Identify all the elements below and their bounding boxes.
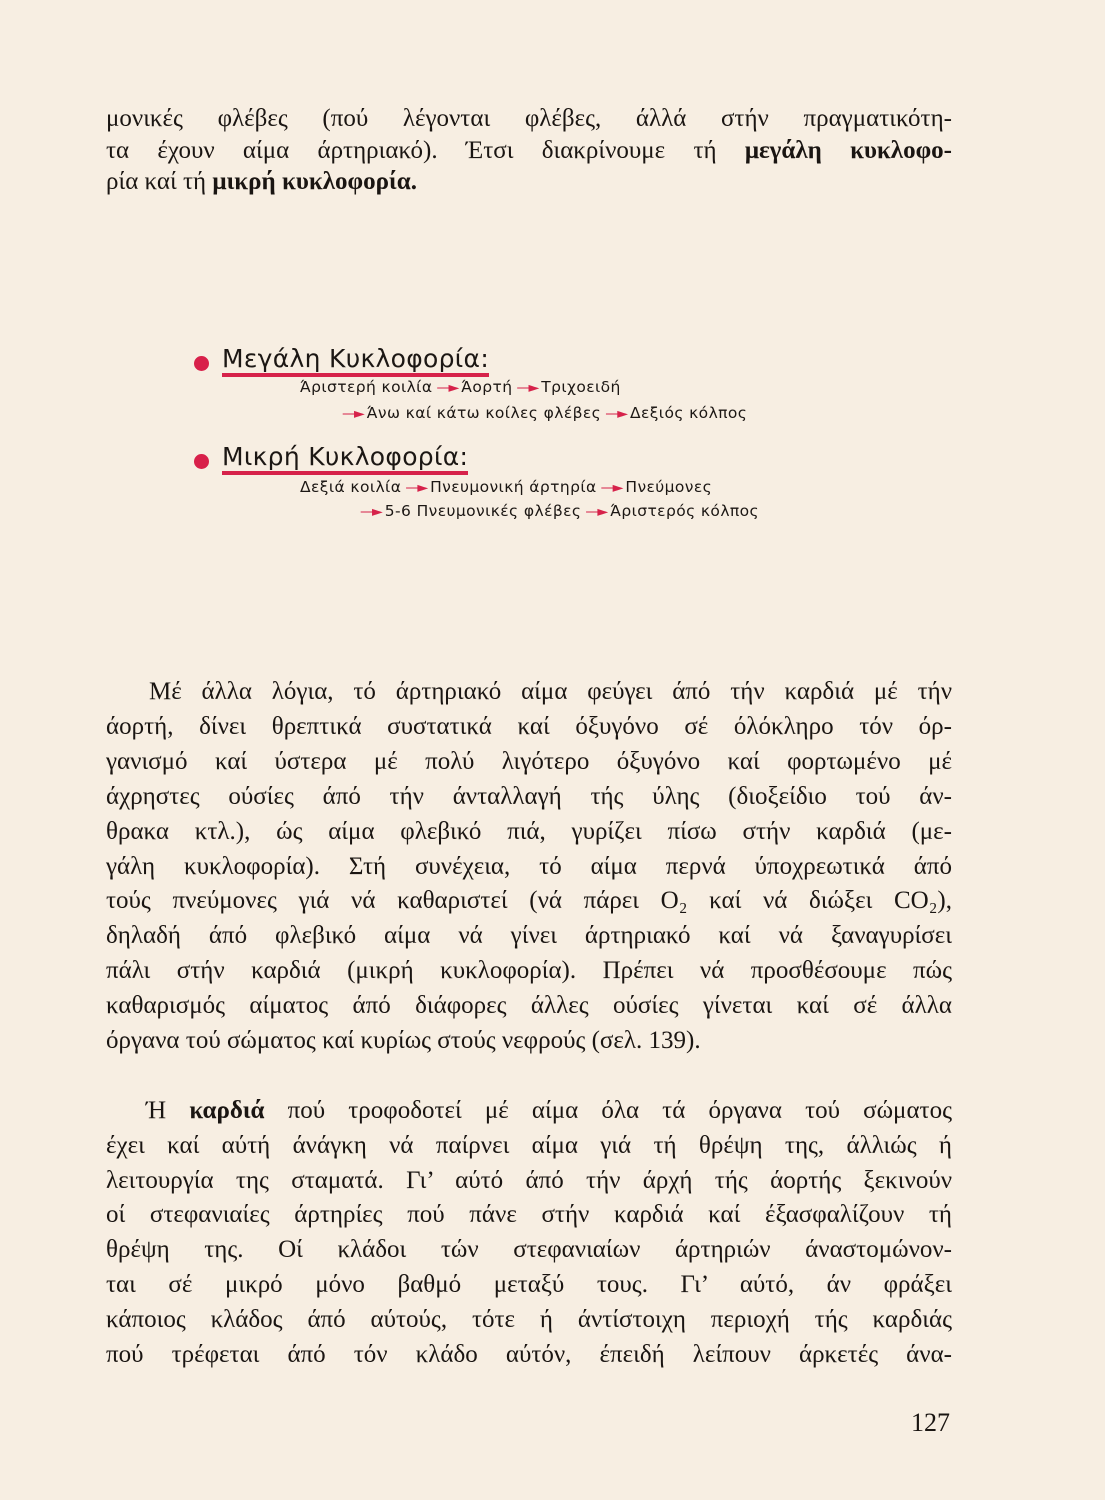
p3-line-first: Ή καρδιά πού τροφοδοτεί μέ αίμα όλα τά όργανα τού σώματος [146, 1097, 953, 1124]
p2-line: γάλη κυκλοφορία). Στή συνέχεια, τό αίμα περνά ύποχρεωτικά άπό [106, 852, 952, 880]
intro-paragraph [106, 103, 952, 198]
p2-line: δηλαδή άπό φλεβικό αίμα νά γίνει άρτηριακό καί νά ξαναγυρίσει [106, 922, 952, 950]
arrow-icon: —► [360, 504, 381, 520]
arrow-icon: —► [436, 380, 458, 396]
intro-line-3: ρία καί τή μικρή κυκλοφορία. [106, 168, 417, 196]
arrow-icon: —► [600, 480, 622, 496]
p2-line: τούς πνεύμονες γιά νά καθαριστεί (νά πάρει O₂ καί νά διώξει CO₂), [106, 887, 952, 915]
arrow-icon: —► [585, 504, 607, 520]
big-circulation-row-1: Άριστερή κοιλία —► Άορτή —► Τριχοειδή [300, 378, 621, 396]
p3-line: θρέψη της. Οί κλάδοι τών στεφανιαίων άρτηριών άναστομώνον- [106, 1236, 952, 1264]
bold-term-big: μεγάλη κυκλοφο- [744, 136, 953, 164]
p2-line: καθαρισμός αίματος άπό διάφορες άλλες ούσίες γίνεται καί σέ άλλα [106, 992, 952, 1020]
bold-term-heart: καρδιά [189, 1097, 265, 1124]
bullet-icon [194, 356, 209, 371]
big-circulation-title: Μεγάλη Κυκλοφορία: [222, 345, 489, 377]
intro-line-2: τα έχουν αίμα άρτηριακό). Έτσι διακρίνουμε τή μεγάλη κυκλοφο- [106, 136, 953, 164]
paragraph-3 [106, 1094, 952, 1372]
bold-term-small: μικρή κυκλοφορία. [212, 168, 417, 196]
arrow-icon: —► [605, 406, 626, 422]
p3-line: λειτουργία της σταματά. Γι’ αύτό άπό τήν άρχή τής άορτής ξεκινούν [106, 1166, 952, 1194]
page-number: 127 [911, 1408, 950, 1437]
p2-line: Μέ άλλα λόγια, τό άρτηριακό αίμα φεύγει άπό τήν καρδιά μέ τήν [149, 678, 952, 705]
p2-line: θρακα κτλ.), ώς αίμα φλεβικό πιά, γυρίζει πίσω στήν καρδιά (με- [106, 817, 952, 845]
small-circulation-row-2: —► 5-6 Πνευμονικές φλέβες —► Άριστερός κόλπος [360, 502, 760, 520]
p2-line: όργανα τού σώματος καί κυρίως στούς νεφρούς (σελ. 139). [106, 1027, 701, 1055]
p2-line: πάλι στήν καρδιά (μικρή κυκλοφορία). Πρέπει νά προσθέσουμε πώς [106, 957, 952, 985]
arrow-icon: —► [405, 480, 427, 496]
p3-line: έχει καί αύτή άνάγκη νά παίρνει αίμα γιά τή θρέψη της, άλλιώς ή [106, 1131, 952, 1159]
p2-line: γανισμό καί ύστερα μέ πολύ λιγότερο όξυγόνο καί φορτωμένο μέ [106, 747, 952, 775]
p3-line: κάποιος κλάδος άπό αύτούς, τότε ή άντίστοιχη περιοχή τής καρδιάς [106, 1305, 952, 1333]
p3-line: πού τρέφεται άπό τόν κλάδο αύτόν, έπειδή λείπουν άρκετές άνα- [106, 1340, 952, 1368]
arrow-icon: —► [516, 380, 538, 396]
small-circulation-title: Μικρή Κυκλοφορία: [222, 443, 468, 475]
p2-line: άχρηστες ούσίες άπό τήν άνταλλαγή τής ύλης (διοξείδιο τού άν- [106, 782, 952, 810]
big-circulation-row-2: —► Άνω καί κάτω κοίλες φλέβες —► Δεξιός κόλπος [342, 404, 748, 422]
bullet-icon [194, 454, 209, 469]
p2-line: άορτή, δίνει θρεπτικά συστατικά καί όξυγόνο σέ όλόκληρο τόν όρ- [106, 712, 952, 740]
p3-line: ται σέ μικρό μόνο βαθμό μεταξύ τους. Γι’ αύτό, άν φράξει [106, 1270, 952, 1298]
arrow-icon: —► [342, 406, 363, 422]
paragraph-2 [106, 675, 952, 1059]
small-circulation-row-1: Δεξιά κοιλία —► Πνευμονική άρτηρία —► Πνεύμονες [300, 478, 713, 496]
p3-line: οί στεφανιαίες άρτηρίες πού πάνε στήν καρδιά καί έξασφαλίζουν τή [106, 1201, 952, 1229]
intro-line-1: μονικές φλέβες (πού λέγονται φλέβες, άλλά στήν πραγματικότη- [106, 105, 952, 132]
